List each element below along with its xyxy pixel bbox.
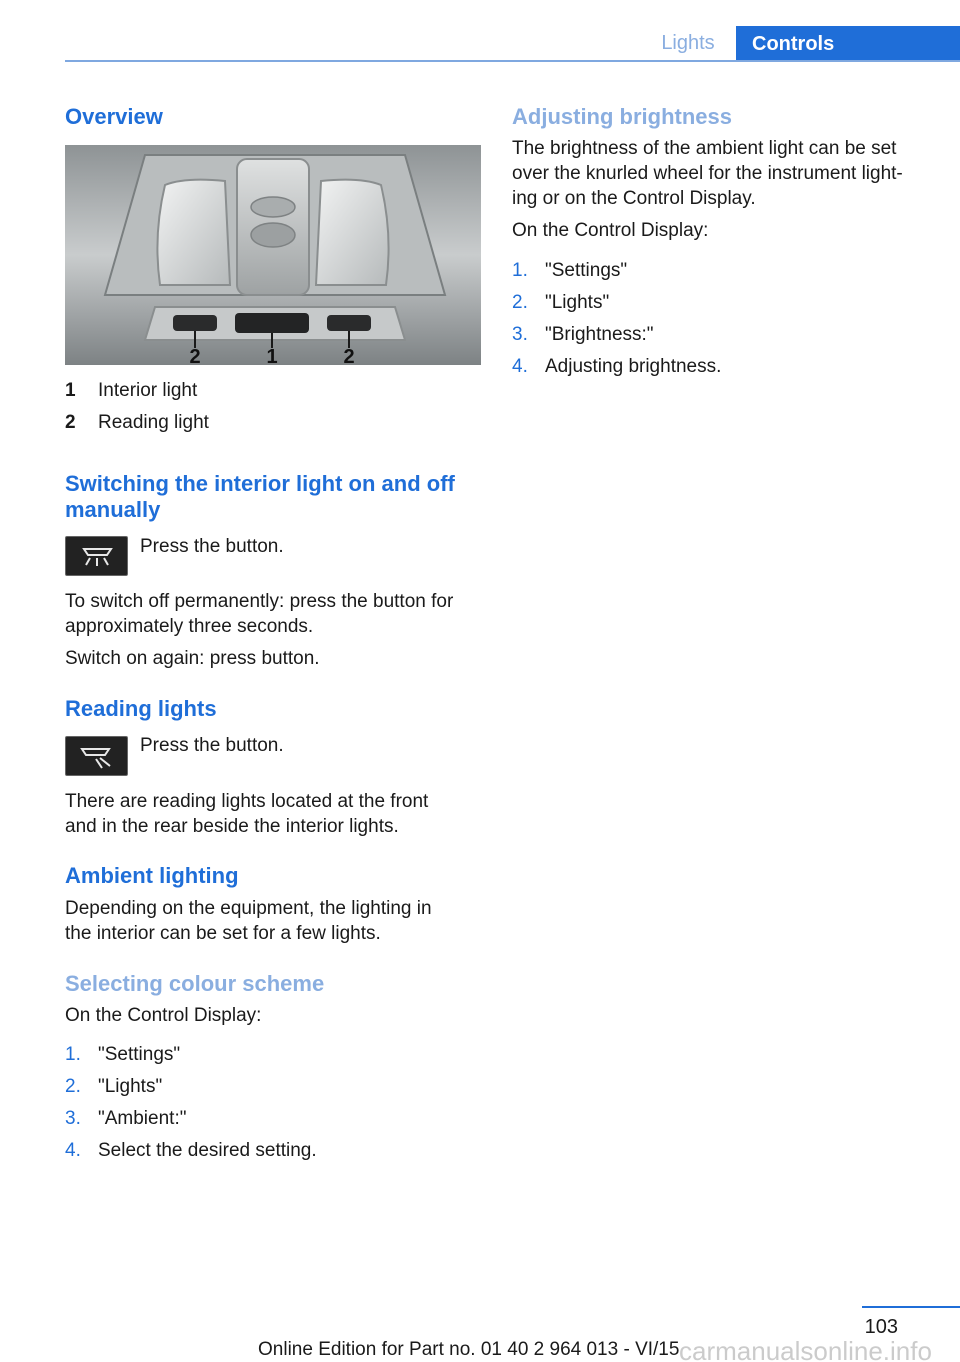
reading-paragraph-line2: and in the rear beside the interior lights. — [65, 816, 399, 837]
legend-text: Reading light — [98, 412, 209, 433]
edition-note: Online Edition for Part no. 01 40 2 964 013 - VI/15 — [258, 1339, 680, 1360]
list-number: 4. — [512, 356, 528, 377]
tab-lights[interactable]: Lights — [661, 31, 715, 54]
list-text: "Lights" — [98, 1076, 163, 1097]
reading-heading: Reading lights — [65, 696, 217, 721]
watermark: carmanualsonline.info — [679, 1336, 932, 1362]
overhead-console-photo — [65, 145, 481, 365]
header-rule — [65, 60, 960, 62]
switching-paragraph-line2: approximately three seconds. — [65, 616, 314, 637]
list-number: 4. — [65, 1140, 81, 1161]
colour-scheme-intro: On the Control Display: — [65, 1005, 262, 1026]
colour-scheme-heading: Selecting colour scheme — [65, 971, 325, 996]
ambient-heading: Ambient lighting — [65, 863, 239, 888]
legend-number: 2 — [65, 412, 76, 433]
list-number: 2. — [65, 1076, 81, 1097]
brightness-intro: On the Control Display: — [512, 220, 709, 241]
brightness-paragraph-line2: over the knurled wheel for the instrument light‐ — [512, 163, 903, 184]
legend-text: Interior light — [98, 380, 198, 401]
list-number: 1. — [512, 260, 528, 281]
list-number: 3. — [512, 324, 528, 345]
list-number: 3. — [65, 1108, 81, 1129]
brightness-paragraph-line1: The brightness of the ambient light can be set — [512, 138, 897, 159]
brightness-heading: Adjusting brightness — [512, 104, 732, 129]
ambient-paragraph-line2: the interior can be set for a few lights. — [65, 923, 381, 944]
switching-paragraph-line1: To switch off permanently: press the button for — [65, 591, 454, 612]
photo-label-right: 2 — [343, 346, 355, 365]
footer-rule — [862, 1306, 960, 1308]
overview-heading: Overview — [65, 104, 163, 129]
list-text: "Ambient:" — [98, 1108, 187, 1129]
reading-paragraph-line1: There are reading lights located at the front — [65, 791, 429, 812]
switching-heading-line2: manually — [65, 497, 161, 522]
switching-paragraph2: Switch on again: press button. — [65, 648, 320, 669]
photo-label-center: 1 — [266, 346, 278, 365]
reading-button-text: Press the button. — [140, 735, 284, 756]
interior-light-button-icon — [65, 536, 128, 576]
reading-light-button-icon — [65, 736, 128, 776]
tab-controls[interactable]: Controls — [736, 26, 960, 62]
overhead-console-illustration — [65, 145, 481, 365]
switching-heading-line1: Switching the interior light on and off — [65, 471, 455, 496]
list-text: "Lights" — [545, 292, 610, 313]
list-number: 1. — [65, 1044, 81, 1065]
brightness-paragraph-line3: ing or on the Control Display. — [512, 188, 756, 209]
list-text: "Settings" — [545, 260, 628, 281]
legend-number: 1 — [65, 380, 76, 401]
list-text: Adjusting brightness. — [545, 356, 722, 377]
page-number: 103 — [864, 1316, 898, 1338]
photo-label-left: 2 — [189, 346, 201, 365]
switching-button-text: Press the button. — [140, 536, 284, 557]
list-number: 2. — [512, 292, 528, 313]
list-text: "Settings" — [98, 1044, 181, 1065]
list-text: Select the desired setting. — [98, 1140, 317, 1161]
ambient-paragraph-line1: Depending on the equipment, the lighting in — [65, 898, 432, 919]
list-text: "Brightness:" — [545, 324, 654, 345]
